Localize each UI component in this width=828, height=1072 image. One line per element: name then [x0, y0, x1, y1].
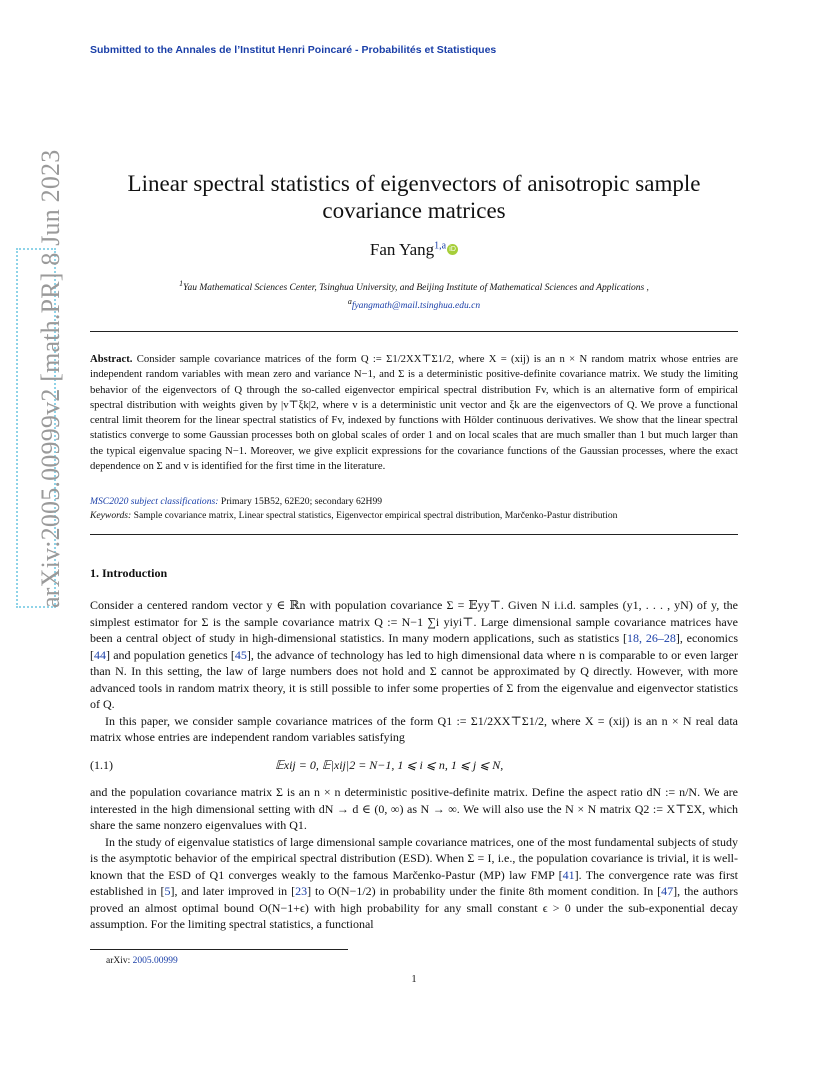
section-heading-introduction: 1. Introduction [90, 566, 168, 580]
intro-paragraph-block-1 [90, 597, 738, 746]
page-number: 1 [411, 974, 417, 985]
orcid-icon[interactable]: iD [447, 244, 458, 255]
keywords-text: Sample covariance matrix, Linear spectral statistics, Eigenvector empirical spectral distribution, Marčenko-Pastur distribution [133, 510, 618, 521]
msc-codes: Primary 15B52, 62E20; secondary 62H99 [220, 496, 383, 507]
author-email-link[interactable]: fyangmath@mail.tsinghua.edu.cn [351, 301, 481, 312]
author-superscript[interactable]: 1,a [434, 240, 447, 252]
equation-body: 𝔼xij = 0, 𝔼|xij|2 = N−1, 1 ⩽ i ⩽ n, 1 ⩽ j ⩽ N, [275, 758, 504, 772]
abstract-text: Consider sample covariance matrices of the form Q := Σ1/2XX⊤Σ1/2, where X = (xij) is an n × N random matrix whose entries are independent random variables with mean zero and variance N−1, and Σ is a deterministic positive-definite covariance matrix. We study the limiting behavior of the eigenvectors of Q through the so-called eigenvector empirical spectral distribution Fv, which is an alternative form of empirical spectral distribution with weights given by |v⊤ξk|2, where v is a deterministic unit vector and ξk are the eigenvectors of Q. We prove a functional central limit theorem for the linear spectral statistics of Fv, indexed by functions with Hölder continuous derivatives. We show that the linear spectral statistics converge to some Gaussian processes both on global scales of order 1 and on local scales that are much smaller than 1 but much larger than the typical eigenvalue spacing N−1. Moreover, we give explicit expressions for the covariance functions of the Gaussian processes, where the exact dependence on Σ and v is identified for the first time in the literature. [90, 353, 739, 473]
msc-link[interactable]: MSC2020 subject classifications: [90, 496, 219, 507]
intro-paragraph-4: In the study of eigenvalue statistics of large dimensional sample covariance matrices, one of the most fundamental subjects of study is the asymptotic behavior of the empirical spectral distribution (ESD). When Σ = I, i.e., the population covariance is trivial, it is well-known that the ESD of Q1 converges weakly to the famous Marčenko-Pastur (MP) law FMP [41]. The convergence rate was first established in [5], and later improved in [23] to O(N−1/2) in probability under the finite 8th moment condition. In [47], the authors proved an almost optimal bound O(N−1+ϵ) with high probability for any small constant ϵ > 0 under the sub-exponential decay assumption. For the limiting spectral statistics, a functional [90, 834, 738, 931]
classification-block [90, 495, 738, 523]
arxiv-identifier[interactable]: arXiv:2005.00999v2 [math.PR] 8 Jun 2023 [36, 149, 65, 608]
abstract [90, 352, 738, 474]
journal-header[interactable]: Submitted to the Annales de l’Institut Henri Poincaré - Probabilités et Statistiques [90, 44, 497, 56]
citation-link[interactable]: 44 [94, 647, 106, 662]
citation-link[interactable]: 23 [295, 884, 308, 898]
abstract-label: Abstract. [90, 353, 133, 365]
divider-top [90, 331, 738, 332]
citation-link[interactable]: 5 [164, 884, 171, 898]
divider-bottom [90, 534, 738, 535]
footnote [106, 956, 178, 966]
affiliation-block [90, 277, 738, 313]
citation-link[interactable]: 47 [661, 884, 674, 898]
citation-link[interactable]: 45 [234, 647, 247, 662]
affiliation-text: Yau Mathematical Sciences Center, Tsinghua University, and Beijing Institute of Mathematical Sciences and Applications , [183, 283, 649, 294]
author-name: Fan Yang [369, 240, 435, 259]
footnote-label: arXiv: [106, 956, 131, 966]
citation-link[interactable]: 41 [562, 867, 575, 882]
paper-title: Linear spectral statistics of eigenvectors of anisotropic sample covariance matrices [127, 171, 701, 223]
affiliation-superscript: 1 [179, 279, 184, 288]
author-line [90, 240, 738, 260]
email-superscript: a [347, 297, 352, 307]
intro-paragraph-2: In this paper, we consider sample covariance matrices of the form Q1 := Σ1/2XX⊤Σ1/2, where X = (xij) is an n × N real data matrix whose entries are independent random variables satisfying [90, 713, 738, 744]
footnote-divider [90, 949, 348, 950]
intro-paragraph-3: and the population covariance matrix Σ is an n × n deterministic positive-definite matrix. Define the aspect ratio dN := n/N. We are interested in the high dimensional setting with dN → d ∈ (0, ∞) as N → ∞. We will also use the N × N matrix Q2 := X⊤ΣX, which share the same nonzero eigenvalues with Q1. [90, 785, 738, 832]
keywords-label: Keywords: [90, 510, 132, 521]
equation-number: (1.1) [90, 758, 113, 772]
intro-paragraph-block-2 [90, 784, 738, 933]
intro-paragraph-1: Consider a centered random vector y ∈ ℝn with population covariance Σ = 𝔼yy⊤. Given N i.i.d. samples (y1, . . . , yN) of y, the simplest estimator for Σ is the sample covariance matrix Q := N−1 ∑i yiyi⊤. Large dimensional sample covariance matrices have been a central object of study in high-dimensional statistics. In many modern applications, such as statistics [18, 26–28], economics [44] and population genetics [45], the advance of technology has led to high dimensional data where n is comparable to or even larger than N. In this setting, the law of large numbers does not hold and Σ cannot be approximated by Q directly. However, with more advanced tools in random matrix theory, it is still possible to infer some properties of Σ from the eigenvalue and eigenvector statistics of Q. [90, 598, 738, 711]
arxiv-link[interactable]: 2005.00999 [132, 956, 178, 966]
citation-link[interactable]: 18, 26–28 [626, 631, 676, 645]
